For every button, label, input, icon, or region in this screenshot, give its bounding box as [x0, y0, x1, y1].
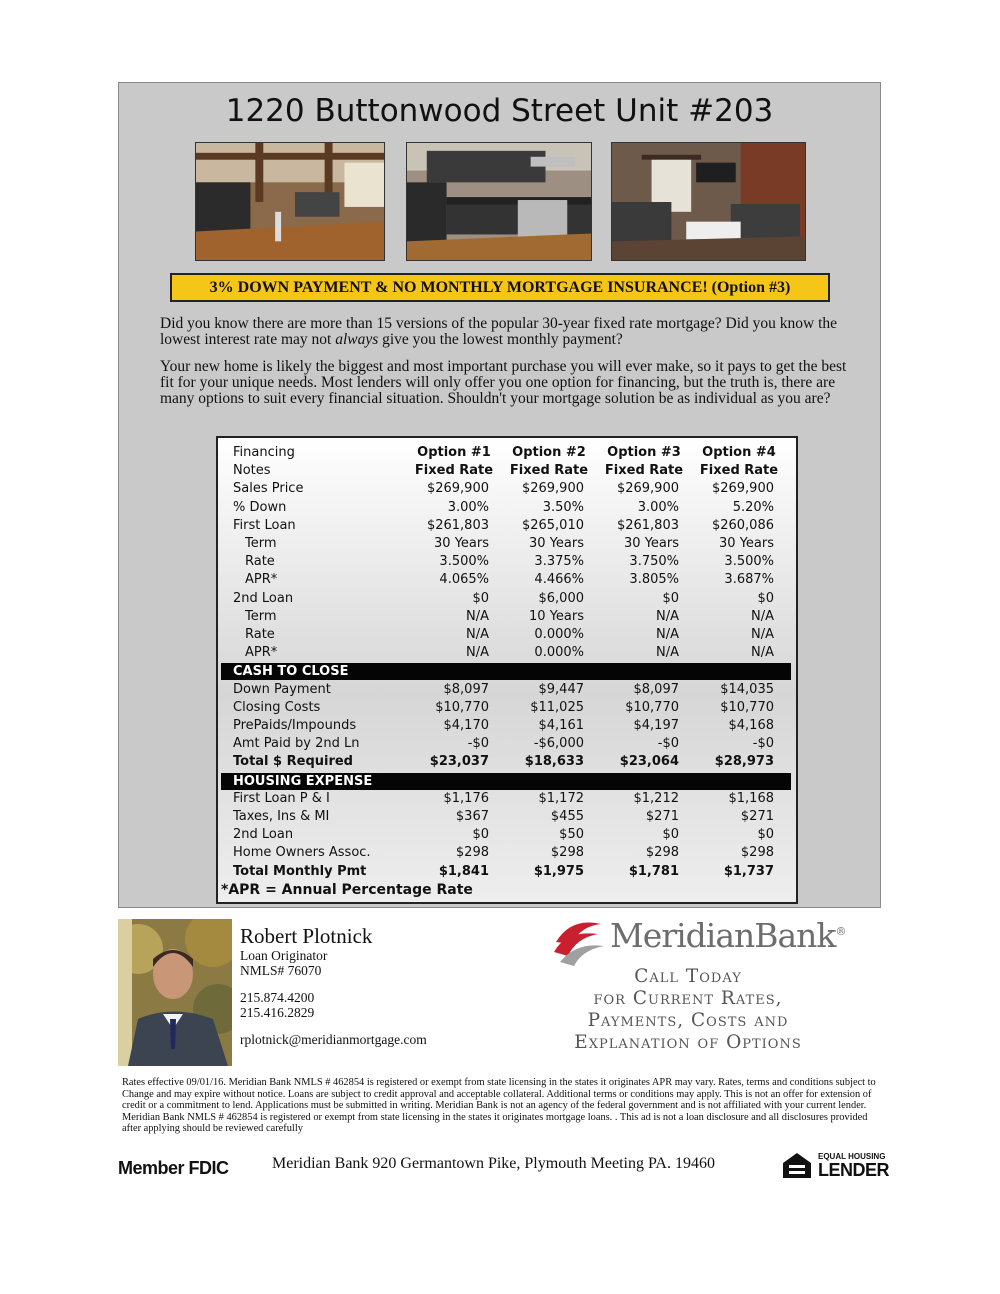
table-row — [218, 499, 796, 517]
option-value: $9,447 — [538, 681, 584, 697]
kitchen-photo — [406, 142, 592, 261]
agent-nmls: NMLS# 76070 — [240, 963, 322, 978]
option-value: N/A — [656, 608, 679, 624]
option-value: 3.00% — [637, 499, 679, 515]
option-value: $1,176 — [443, 790, 489, 806]
option-value: 0.000% — [534, 627, 584, 642]
listing-panel — [118, 82, 881, 908]
apr-footnote: *APR = Annual Percentage Rate — [221, 882, 473, 898]
cta-line: Payments, Costs and — [587, 1010, 789, 1031]
option-value: $0 — [472, 590, 489, 606]
table-row — [218, 553, 796, 571]
table-row — [218, 626, 796, 644]
row-label: Down Payment — [233, 681, 331, 697]
table-header-row — [218, 444, 796, 462]
offer-banner: 3% DOWN PAYMENT & NO MONTHLY MORTGAGE INSURANCE! (Option #3) — [170, 273, 830, 302]
lender-label: LENDER — [818, 1160, 890, 1180]
purchase-paragraph: Your new home is likely the biggest and most important purchase you will ever make, so it pays to get the best fit for your unique needs. Most lenders will only offer you one option for financing, but the truth is, there are many options to suit every financial situation. Shouldn't your mortgage solution be as individual as you are? — [160, 358, 847, 407]
member-fdic-logo: Member FDIC — [118, 1158, 229, 1178]
option-value: $28,973 — [714, 754, 774, 770]
option-value: $50 — [559, 827, 584, 843]
intro-paragraph: Did you know there are more than 15 versions of the popular 30-year fixed rate mortgage? Did you know the lowest interest rate may not always give you the lowest monthly payment? — [160, 315, 838, 348]
option-value: $18,633 — [524, 754, 584, 770]
row-label: Rate — [245, 554, 275, 570]
option-value: $23,064 — [619, 754, 679, 770]
option-value: $269,900 — [616, 481, 679, 497]
option-value: $455 — [550, 809, 584, 824]
table-row — [218, 753, 796, 771]
table-row — [218, 517, 796, 535]
option-value: -$6,000 — [533, 736, 584, 752]
option-value: $367 — [455, 809, 489, 824]
row-label: Term — [245, 608, 277, 624]
option-value: 3.805% — [629, 572, 679, 588]
table-row — [218, 844, 796, 862]
row-label: Total $ Required — [233, 754, 353, 770]
living-room-photo — [611, 142, 806, 261]
table-row — [218, 608, 796, 626]
option-value: $298 — [740, 845, 774, 861]
option-value: $269,900 — [521, 481, 584, 497]
option-value: -$0 — [467, 736, 489, 752]
option-header: Fixed Rate — [604, 463, 684, 479]
option-value: $261,803 — [426, 517, 489, 533]
agent-role: Loan Originator — [240, 948, 328, 963]
option-header: Fixed Rate — [414, 463, 494, 479]
option-value: $0 — [472, 827, 489, 843]
option-value: $10,770 — [625, 699, 679, 715]
option-value: N/A — [751, 627, 774, 642]
option-value: $0 — [757, 827, 774, 843]
option-value: 3.750% — [629, 554, 679, 570]
row-label: Sales Price — [233, 481, 304, 497]
option-value: 4.065% — [439, 572, 489, 588]
option-value: N/A — [466, 627, 489, 642]
option-value: $271 — [645, 809, 679, 824]
row-label: Taxes, Ins & MI — [233, 809, 330, 824]
row-label: 2nd Loan — [233, 827, 294, 843]
agent-phone-2[interactable]: 215.416.2829 — [240, 1005, 315, 1020]
option-value: $271 — [740, 809, 774, 824]
option-value: 3.00% — [447, 499, 489, 515]
option-header: Fixed Rate — [699, 463, 779, 479]
option-value: 3.500% — [724, 554, 774, 570]
option-header: Fixed Rate — [509, 463, 589, 479]
option-value: $6,000 — [538, 590, 584, 606]
row-label: Closing Costs — [233, 699, 321, 715]
option-value: 4.466% — [534, 572, 584, 588]
option-value: 30 Years — [719, 536, 774, 551]
option-value: N/A — [656, 627, 679, 642]
option-value: 3.687% — [724, 572, 774, 588]
option-value: $4,161 — [538, 718, 584, 733]
option-value: $14,035 — [720, 681, 774, 697]
option-value: $265,010 — [521, 517, 584, 533]
table-header-row — [218, 462, 796, 480]
disclaimer-text: Rates effective 09/01/16. Meridian Bank NMLS # 462854 is registered or exempt from state licensing in the states it originates APR may vary. Rates, terms and conditions subject to Change and may expire without notice. Loans are subject to credit approval and acceptable collateral. Additional terms or conditions may apply. This is not an offer for extension of credit or a commitment to lend. Applications must be submitted in writing. Meridian Bank is not an agency of the federal government and is not affiliated with your current lender. Meridian Bank NMLS # 462854 is registered or exempt from state licensing in the states it originates mortgage loans. . This ad is not a loan disclosure and all disclosures provided after applying should be reviewed carefully — [122, 1077, 876, 1135]
option-header: Option #2 — [512, 445, 586, 460]
agent-name: Robert Plotnick — [240, 924, 373, 948]
option-header: Option #4 — [702, 445, 776, 460]
option-value: $11,025 — [530, 699, 584, 715]
table-row — [218, 735, 796, 753]
option-value: $8,097 — [633, 681, 679, 697]
option-value: 30 Years — [529, 536, 584, 551]
option-value: 10 Years — [529, 608, 584, 624]
agent-photo — [118, 919, 232, 1066]
option-value: $0 — [757, 590, 774, 606]
cta-line: Call Today — [634, 966, 742, 987]
section-header: HOUSING EXPENSE — [221, 773, 791, 790]
row-label: Financing — [233, 445, 295, 460]
listing-title: 1220 Buttonwood Street Unit #203 — [225, 93, 774, 129]
row-label: Term — [245, 536, 277, 551]
row-label: First Loan — [233, 517, 296, 533]
option-value: N/A — [656, 645, 679, 661]
option-value: N/A — [466, 645, 489, 661]
option-value: $8,097 — [443, 681, 489, 697]
option-value: $10,770 — [435, 699, 489, 715]
option-value: $10,770 — [720, 699, 774, 715]
table-row — [218, 808, 796, 826]
equal-housing-label: EQUAL HOUSING — [818, 1152, 886, 1161]
option-value: N/A — [751, 645, 774, 661]
agent-email[interactable]: rplotnick@meridianmortgage.com — [240, 1032, 427, 1047]
option-value: 30 Years — [624, 536, 679, 551]
option-value: $298 — [455, 845, 489, 861]
option-value: N/A — [466, 608, 489, 624]
option-value: $261,803 — [616, 517, 679, 533]
option-value: $269,900 — [426, 481, 489, 497]
row-label: APR* — [245, 645, 278, 661]
option-value: $269,900 — [711, 481, 774, 497]
option-header: Option #1 — [417, 445, 491, 460]
option-value: 3.500% — [439, 554, 489, 570]
bank-address: Meridian Bank 920 Germantown Pike, Plymouth Meeting PA. 19460 — [272, 1155, 715, 1172]
option-value: $23,037 — [429, 754, 489, 770]
table-row — [218, 826, 796, 844]
option-value: $1,975 — [533, 863, 584, 879]
option-value: $4,168 — [728, 718, 774, 733]
option-value: 3.50% — [542, 499, 584, 515]
table-row — [218, 863, 796, 881]
row-label: Home Owners Assoc. — [233, 845, 371, 861]
financing-table — [216, 436, 798, 904]
option-value: $4,197 — [633, 718, 679, 733]
section-header: CASH TO CLOSE — [221, 663, 791, 680]
row-label: First Loan P & I — [233, 790, 330, 806]
table-row — [218, 571, 796, 589]
row-label: Rate — [245, 627, 275, 642]
row-label: Total Monthly Pmt — [233, 863, 367, 879]
option-value: -$0 — [752, 736, 774, 752]
row-label: PrePaids/Impounds — [233, 718, 357, 733]
option-value: $4,170 — [443, 718, 489, 733]
option-value: N/A — [751, 608, 774, 624]
option-value: $1,841 — [438, 863, 489, 879]
option-value: 30 Years — [434, 536, 489, 551]
table-row — [218, 681, 796, 699]
option-value: 5.20% — [732, 499, 774, 515]
option-value: $1,212 — [633, 790, 679, 806]
option-value: $298 — [550, 845, 584, 861]
table-row — [218, 717, 796, 735]
table-row — [218, 535, 796, 553]
option-value: $1,737 — [723, 863, 774, 879]
table-row — [218, 790, 796, 808]
table-row — [218, 590, 796, 608]
row-label: % Down — [233, 499, 287, 515]
option-value: $298 — [645, 845, 679, 861]
row-label: 2nd Loan — [233, 590, 294, 606]
call-to-action — [548, 966, 828, 1054]
row-label: Amt Paid by 2nd Ln — [233, 736, 360, 752]
table-row — [218, 699, 796, 717]
cta-line: Explanation of Options — [574, 1032, 802, 1053]
option-value: $1,172 — [538, 790, 584, 806]
option-value: $260,086 — [711, 517, 774, 533]
option-value: $0 — [662, 827, 679, 843]
option-value: -$0 — [657, 736, 679, 752]
option-value: 3.375% — [534, 554, 584, 570]
bank-name: MeridianBank® — [610, 916, 846, 955]
table-row — [218, 480, 796, 498]
row-label: APR* — [245, 572, 278, 588]
cta-line: for Current Rates, — [593, 988, 783, 1009]
option-value: 0.000% — [534, 645, 584, 661]
option-value: $1,781 — [628, 863, 679, 879]
agent-phone-1[interactable]: 215.874.4200 — [240, 990, 315, 1005]
option-value: $1,168 — [728, 790, 774, 806]
row-label: Notes — [233, 463, 271, 479]
option-value: $0 — [662, 590, 679, 606]
table-row — [218, 644, 796, 662]
option-header: Option #3 — [607, 445, 681, 460]
interior-photo — [195, 142, 385, 261]
